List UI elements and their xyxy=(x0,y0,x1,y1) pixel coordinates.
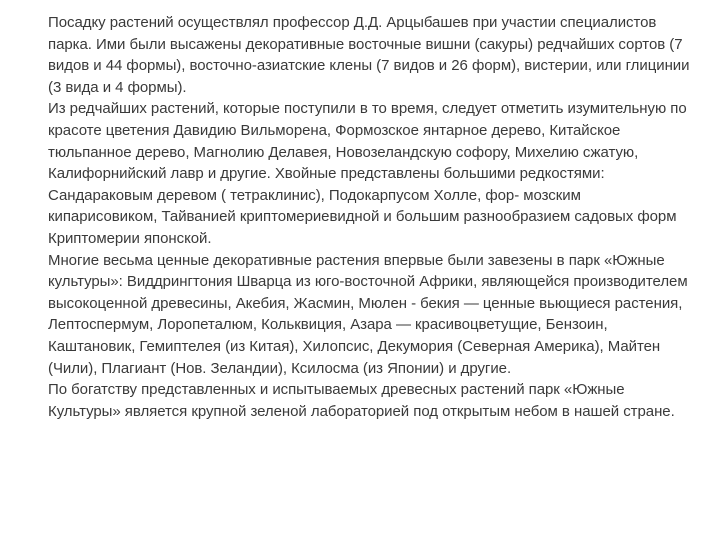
paragraph-introduced-plants: Многие весьма ценные декоративные растения впервые были завезены в парк «Южные культуры»: Виддрингтония Шварца из юго-восточной Африки, являющейся производителем высокоценной древесины, Акебия, Жасмин, Мюлен - бекия — ценные вьющиеся растения, Лептоспермум, Лоропеталюм, Кольквиция, Азара — красивоцветущие, Бензоин, Каштановик, Гемиптелея (из Китая), Хилопсис, Декумория (Северная Америка), Майтен (Чили), Плагиант (Нов. Зеландии), Ксилосма (из Японии) и другие. xyxy=(48,251,688,377)
paragraph-rare-plants: Из редчайших растений, которые поступили в то время, следует отметить изумительную по красоте цветения Давидию Вильморена, Формозское янтарное дерево, Китайское тюльпанное дерево, Магнолию Делавея, Новозеландскую софору, Михелию сжатую, Калифорнийский лавр и другие. Хвойные представлены большими редкостями: Сандараковым деревом ( тетраклинис), Подокарпусом Холле, фор- мозским кипарисовиком, Тайванией криптомериевидной и большим разнообразием садовых форм Криптомерии японской. xyxy=(48,100,687,247)
paragraph-conclusion: По богатству представленных и испытываемых древесных растений парк «Южные Культуры» является крупной зеленой лабораторией под открытым небом в нашей стране. xyxy=(48,381,675,420)
paragraph-planting: Посадку растений осуществлял профессор Д.Д. Арцыбашев при участии специалистов парка. Ими были высажены декоративные восточные вишни (сакуры) редчайших сортов (7 видов и 44 формы), восточно-азиатские клены (7 видов и 26 форм), вистерии, или глицинии (3 вида и 4 формы). xyxy=(48,14,690,96)
body-text xyxy=(48,12,694,422)
